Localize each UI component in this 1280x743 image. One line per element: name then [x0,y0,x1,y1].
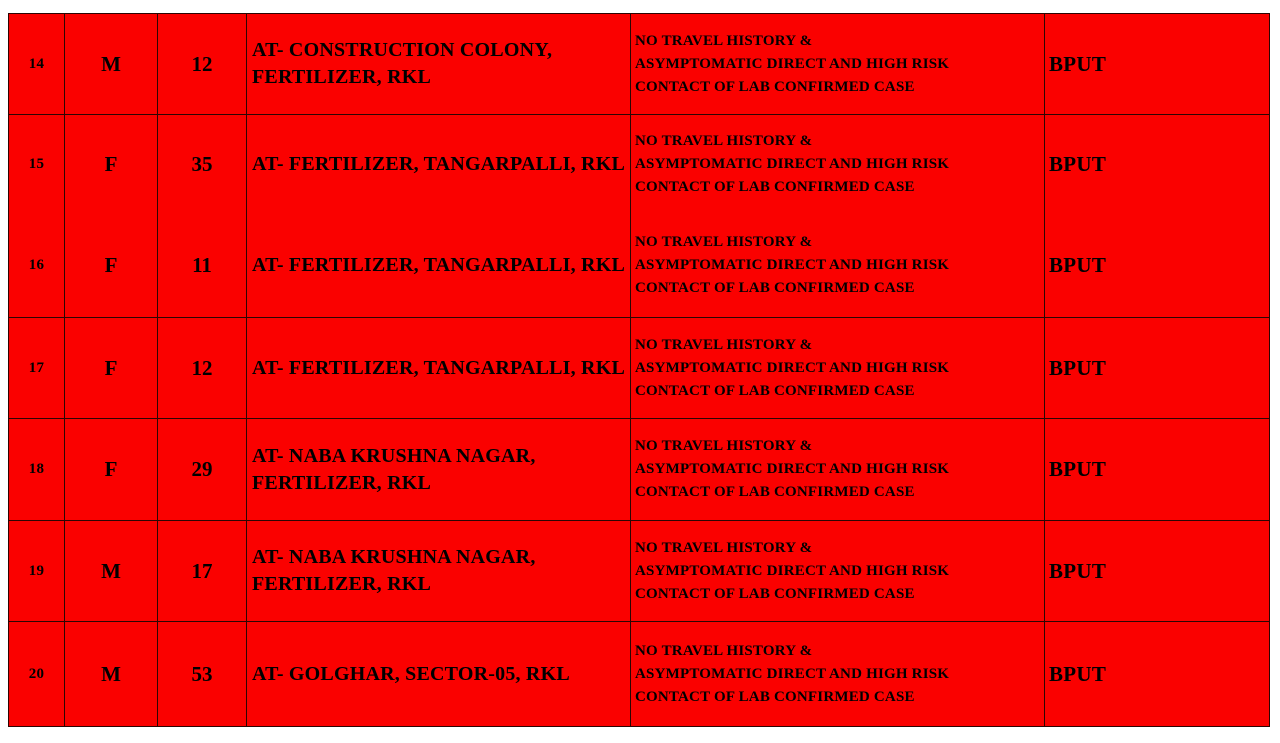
cell-address [247,14,631,114]
cell-category [1045,521,1269,621]
cell-serial [9,115,65,213]
text-line: NO TRAVEL HISTORY & [635,642,813,659]
text-line: ASYMPTOMATIC DIRECT AND HIGH RISK [635,55,950,72]
cell-category [1045,622,1269,726]
cell-history [631,115,1045,213]
age-value: 12 [191,355,213,380]
cell-category [1045,213,1269,317]
text-line: AT- FERTILIZER, TANGARPALLI, RKL [252,253,625,276]
table-row [9,115,1269,213]
cell-history [631,318,1045,418]
gender-value: F [104,252,118,277]
cell-serial [9,521,65,621]
text-line: ASYMPTOMATIC DIRECT AND HIGH RISK [635,461,950,477]
table-row [9,318,1269,419]
cell-address [247,622,631,726]
text-line: NO TRAVEL HISTORY & [635,539,813,556]
age-value: 29 [191,457,213,481]
cell-serial [9,14,65,114]
text-line: ASYMPTOMATIC DIRECT AND HIGH RISK [635,359,950,376]
table-row [9,213,1269,318]
cell-gender [65,521,158,621]
text-line: NO TRAVEL HISTORY & [635,438,813,454]
cell-history [631,622,1045,726]
gender-value: F [104,457,118,481]
cell-address [247,213,631,317]
serial-value: 18 [28,461,45,477]
table-row [9,14,1269,115]
text-line: CONTACT OF LAB CONFIRMED CASE [635,279,915,296]
serial-value: 15 [28,155,45,172]
category-value: BPUT [1049,252,1107,277]
age-value: 17 [191,558,213,583]
text-line: AT- FERTILIZER, TANGARPALLI, RKL [252,356,625,379]
cell-category [1045,318,1269,418]
text-line: CONTACT OF LAB CONFIRMED CASE [635,688,915,705]
text-line: CONTACT OF LAB CONFIRMED CASE [635,178,915,195]
cell-address [247,318,631,418]
cell-age [158,419,247,520]
cell-serial [9,318,65,418]
cell-history [631,14,1045,114]
cell-history [631,521,1045,621]
gender-value: M [101,558,121,583]
table-row [9,521,1269,622]
text-line: ASYMPTOMATIC DIRECT AND HIGH RISK [635,256,950,273]
text-line: AT- NABA KRUSHNA NAGAR, [252,444,536,467]
text-line: FERTILIZER, RKL [252,471,432,494]
text-line: AT- CONSTRUCTION COLONY, [252,39,553,61]
gender-value: M [101,51,121,76]
cell-age [158,622,247,726]
cell-gender [65,419,158,520]
category-value: BPUT [1049,151,1107,176]
cell-gender [65,14,158,114]
text-line: NO TRAVEL HISTORY & [635,32,813,49]
cell-history [631,419,1045,520]
text-line: ASYMPTOMATIC DIRECT AND HIGH RISK [635,665,950,682]
cell-address [247,115,631,213]
cases-table [8,13,1270,727]
age-value: 11 [192,252,212,277]
serial-value: 17 [28,359,45,376]
cell-age [158,213,247,317]
cell-age [158,14,247,114]
cell-category [1045,115,1269,213]
cell-address [247,419,631,520]
category-value: BPUT [1049,457,1107,481]
cell-gender [65,318,158,418]
text-line: CONTACT OF LAB CONFIRMED CASE [635,484,915,500]
cell-age [158,521,247,621]
table-row [9,419,1269,521]
age-value: 12 [191,51,213,76]
text-line: NO TRAVEL HISTORY & [635,132,813,149]
gender-value: F [104,151,118,176]
cell-gender [65,213,158,317]
cell-serial [9,213,65,317]
cell-history [631,213,1045,317]
serial-value: 20 [28,665,45,682]
category-value: BPUT [1049,661,1107,686]
cell-serial [9,419,65,520]
cell-age [158,115,247,213]
gender-value: M [101,661,121,686]
text-line: AT- GOLGHAR, SECTOR-05, RKL [252,662,570,685]
cell-gender [65,115,158,213]
serial-value: 19 [28,562,45,579]
cell-category [1045,419,1269,520]
cell-address [247,521,631,621]
category-value: BPUT [1049,355,1107,380]
text-line: AT- NABA KRUSHNA NAGAR, [252,546,536,568]
category-value: BPUT [1049,558,1107,583]
serial-value: 14 [28,55,45,72]
text-line: ASYMPTOMATIC DIRECT AND HIGH RISK [635,155,950,172]
category-value: BPUT [1049,51,1107,76]
age-value: 53 [191,661,213,686]
table-row [9,622,1269,726]
text-line: NO TRAVEL HISTORY & [635,336,813,353]
text-line: FERTILIZER, RKL [252,573,432,595]
text-line: AT- FERTILIZER, TANGARPALLI, RKL [252,152,625,175]
gender-value: F [104,355,118,380]
text-line: CONTACT OF LAB CONFIRMED CASE [635,382,915,399]
cell-category [1045,14,1269,114]
text-line: CONTACT OF LAB CONFIRMED CASE [635,78,915,95]
cell-age [158,318,247,418]
text-line: NO TRAVEL HISTORY & [635,233,813,250]
serial-value: 16 [28,256,45,273]
text-line: ASYMPTOMATIC DIRECT AND HIGH RISK [635,562,950,579]
age-value: 35 [191,151,213,176]
text-line: FERTILIZER, RKL [252,66,432,88]
cell-gender [65,622,158,726]
cell-serial [9,622,65,726]
text-line: CONTACT OF LAB CONFIRMED CASE [635,585,915,602]
